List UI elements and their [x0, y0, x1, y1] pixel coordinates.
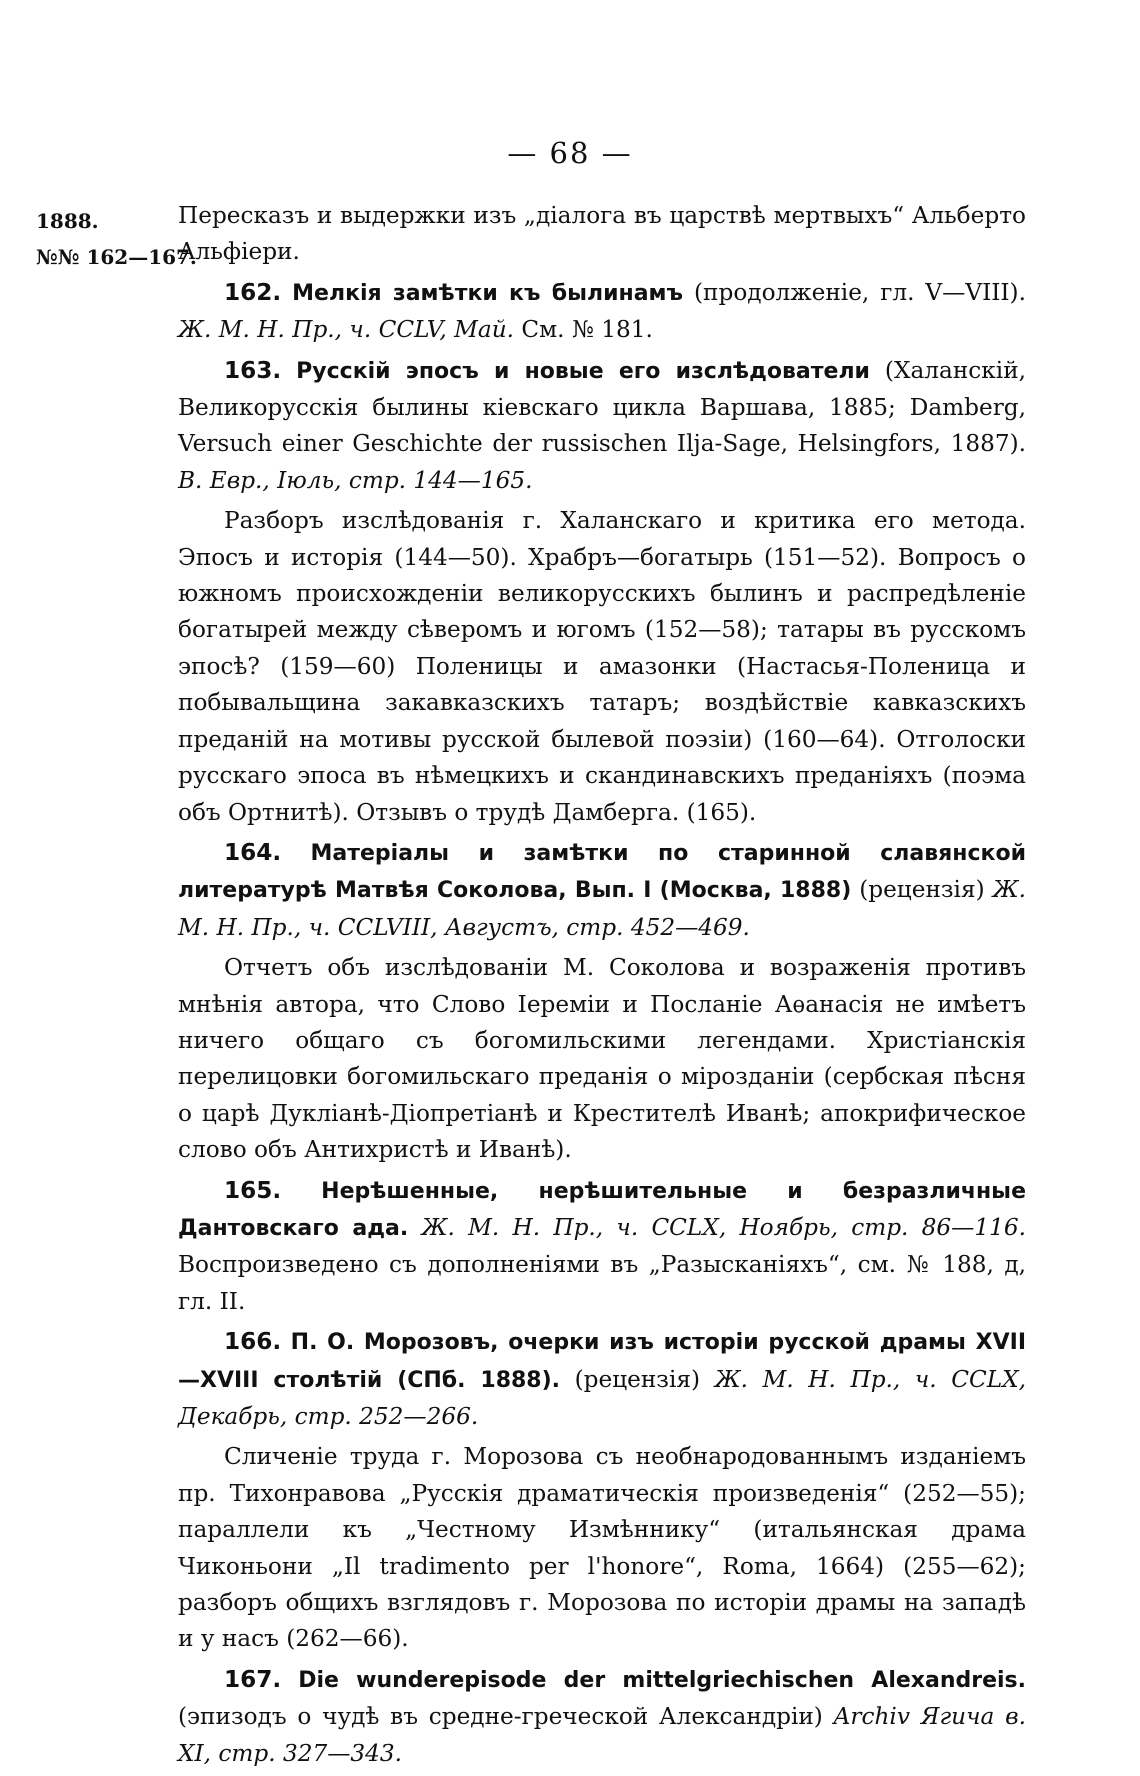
entry-165	[178, 1173, 1026, 1321]
page-number: — 68 —	[507, 136, 633, 170]
entry-reference: Ж. М. Н. Пр., ч. CCLVIII, Августъ, стр. 452—469.	[178, 876, 1026, 941]
entry-details: (рецензія)	[851, 876, 993, 904]
entry-163-comment: Разборъ изслѣдованія г. Халанскаго и критика его метода. Эпосъ и исторія (144—50). Храбръ—богатырь (151—52). Вопросъ о южномъ происхожденіи великорусскихъ былинъ и распредѣленіе богатырей между сѣверомъ и югомъ (152—58); татары въ русскомъ эпосѣ? (159—60) Поленицы и амазонки (Настасья-Поленица и побывальщина закавказскихъ татаръ; воздѣйствіе кавказскихъ преданій на мотивы русской былевой поэзіи) (160—64). Отголоски русскаго эпоса въ нѣмецкихъ и скандинавскихъ преданіяхъ (поэма объ Ортнитѣ). Отзывъ о трудѣ Дамберга. (165).	[178, 507, 1026, 826]
entry-details: (Халанскій, Великорусскія былины кіевскаго цикла Варшава, 1885; Damberg, Versuch einer Geschichte der russischen Ilja-Sage, Helsingfors, 1887).	[178, 356, 1027, 458]
entry-number: 164.	[224, 838, 282, 866]
entry-reference: Ж. М. Н. Пр., ч. CCLX, Ноябрь, стр. 86—116.	[421, 1213, 1026, 1241]
entry-number: 163.	[224, 356, 282, 384]
entry-164	[178, 835, 1026, 946]
entry-163	[178, 353, 1026, 500]
entry-title: Нерѣшенные, нерѣшительные и безразличные Дантовскаго ада.	[178, 1178, 1026, 1241]
entry-details: (продолженіе, гл. V—VIII).	[683, 278, 1026, 306]
entry-166	[178, 1324, 1026, 1435]
entry-164-comment: Отчетъ объ изслѣдованіи М. Соколова и возраженія противъ мнѣнія автора, что Слово Іереміи и Посланіе Аѳанасія не имѣетъ ничего общаго съ богомильскими легендами. Христіанскія перелицовки богомильскаго преданія о мірозданіи (сербская пѣсня о царѣ Дукліанѣ-Діопретіанѣ и Крестителѣ Иванѣ; апокрифическое слово объ Антихристѣ и Иванѣ).	[178, 954, 1026, 1164]
entry-details	[408, 1214, 421, 1241]
entry-title: Die wunderepisode der mittelgriechischen Alexandreis.	[298, 1667, 1027, 1693]
entry-167	[178, 1662, 1026, 1772]
entry-title: Матеріалы и замѣтки по старинной славянской литературѣ Матвѣя Соколова, Вып. I (Москва, 1888)	[178, 840, 1026, 904]
entry-details: (рецензія)	[560, 1365, 715, 1393]
entry-number: 167.	[224, 1665, 282, 1693]
margin-year: 1888.	[36, 209, 99, 233]
margin-note	[36, 203, 197, 275]
entry-title: Русскій эпосъ и новые его изслѣдователи	[296, 358, 870, 384]
entry-reference: Ж. М. Н. Пр., ч. CCLX, Декабрь, стр. 252—266.	[178, 1365, 1026, 1430]
entry-number: 166.	[224, 1328, 282, 1356]
entry-number: 162.	[224, 278, 282, 306]
entry-number: 165.	[224, 1176, 282, 1204]
entry-reference-tail: Воспроизведено съ дополненіями въ „Разысканіяхъ“, см. № 188, д, гл. II.	[178, 1251, 1026, 1315]
entry-reference-tail: См. № 181.	[514, 316, 653, 344]
margin-range: №№ 162—167.	[36, 245, 197, 269]
entry-title: Мелкія замѣтки къ былинамъ	[292, 280, 684, 306]
entry-title: П. О. Морозовъ, очерки изъ исторіи русской драмы XVII—XVIII столѣтій (СПб. 1888).	[178, 1330, 1027, 1393]
entry-162	[178, 275, 1026, 349]
entry-reference: В. Евр., Іюль, стр. 144—165.	[178, 466, 533, 494]
bibliography-text	[178, 198, 1026, 1776]
entry-reference: Ж. М. Н. Пр., ч. CCLV, Май.	[178, 316, 515, 344]
intro-paragraph: Пересказъ и выдержки изъ „діалога въ царствѣ мертвыхъ“ Альберто Альфіери.	[178, 202, 1026, 266]
entry-details: (эпизодъ о чудѣ въ средне-греческой Александріи)	[178, 1703, 834, 1731]
entry-reference: Archiv Ягича в. XI, стр. 327—343.	[178, 1703, 1027, 1767]
entry-166-comment: Сличеніе труда г. Морозова съ необнародованнымъ изданіемъ пр. Тихонравова „Русскія драматическія произведенія“ (252—55); параллели къ „Честному Измѣннику“ (итальянская драма Чиконьони „Il tradimento per l'honore“, Roma, 1664) (255—62); разборъ общихъ взглядовъ г. Морозова по исторіи драмы на западѣ и у насъ (262—66).	[178, 1443, 1026, 1653]
